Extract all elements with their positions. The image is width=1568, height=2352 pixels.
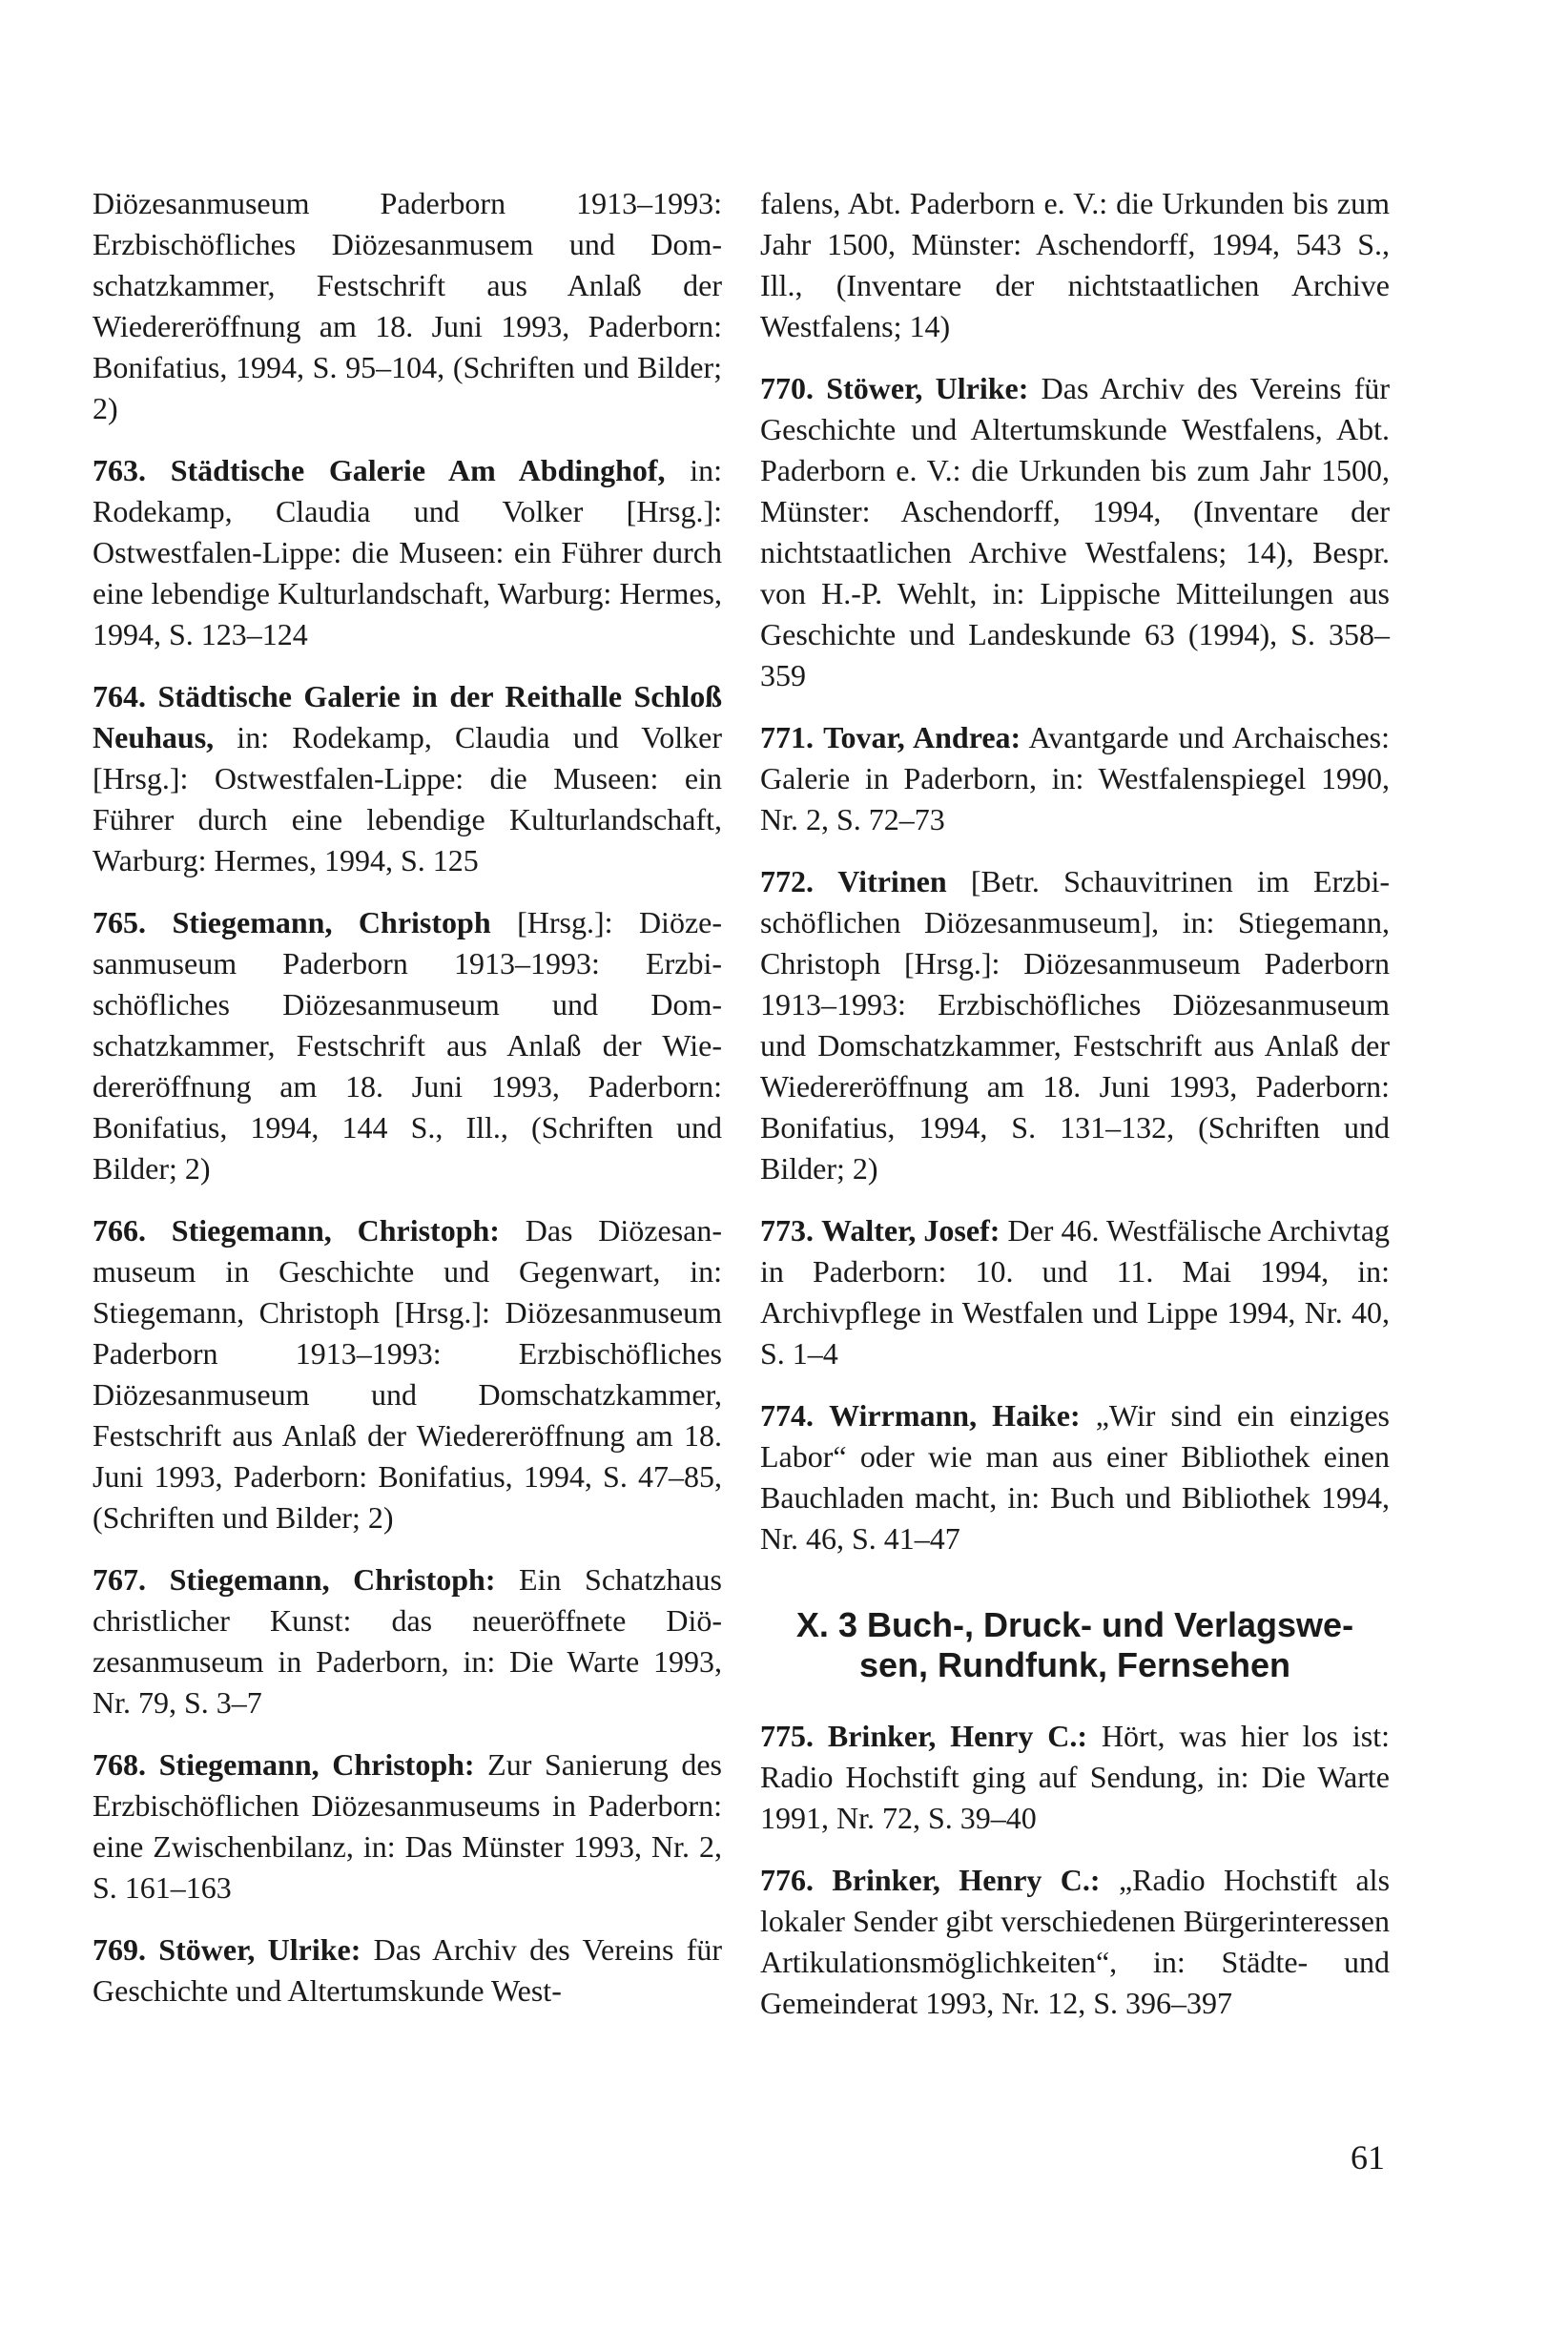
entry-text: Avantgarde und Archaisches: Galerie in Paderborn, in: Westfalenspiegel 1990, Nr. 2, S. 72–73 [760, 720, 1391, 836]
entry-author: Vitrinen [837, 864, 947, 898]
bibliography-entry [93, 1210, 722, 1538]
entry-author: Stöwer, Ulrike: [826, 371, 1029, 405]
entry-text: [Hrsg.]: Diözesanmuseum Paderborn 1913–1993: Erzbischöfliches Diözesanmuseum und Domschatzkammer, Festschrift aus Anlaß der Wiedereröffnung am 18. Juni 1993, Paderborn: Bonifatius, 1994, 144 S., Ill., (Schriften und Bilder; 2) [93, 905, 722, 1186]
entry-text: „Radio Hochstift als lokaler Sender gibt verschiedenen Bürgerinteressen Artikulationsmöglichkeiten“, in: Städte- und Gemeinderat 1993, Nr. 12, S. 396–397 [760, 1863, 1391, 2020]
entry-text: in: Rodekamp, Claudia und Volker [Hrsg.]: Ostwestfalen-Lippe: die Museen: ein Führer durch eine lebendige Kulturlandschaft, Warburg: Hermes, 1994, S. 125 [93, 720, 722, 877]
bibliography-entry [93, 1929, 722, 2012]
entry-text: Ein Schatzhaus christlicher Kunst: das neueröffnete Diözesanmuseum in Paderborn, in: Die Warte 1993, Nr. 79, S. 3–7 [93, 1562, 722, 1720]
entry-author: Brinker, Henry C.: [827, 1719, 1087, 1753]
left-column [93, 183, 722, 2032]
entry-number: 775. [760, 1719, 814, 1753]
entry-number: 763. [93, 453, 146, 487]
entry-number: 772. [760, 864, 814, 898]
entry-number: 766. [93, 1213, 146, 1248]
entry-text: [Betr. Schauvitrinen im Erzbischöflichen Diözesanmuseum], in: Stiegemann, Christoph [Hrsg.]: Diözesanmuseum Paderborn 1913–1993: Erzbischöfliches Diözesanmuseum und Domschatzkammer, Festschrift aus Anlaß der Wiedereröffnung am 18. Juni 1993, Paderborn: Bonifatius, 1994, S. 131–132, (Schriften und Bilder; 2) [760, 864, 1391, 1186]
bibliography-entry [760, 1860, 1390, 2024]
entry-text: in: Rodekamp, Claudia und Volker [Hrsg.]: Ostwestfalen-Lippe: die Museen: ein Führer durch eine lebendige Kulturlandschaft, Warburg: Hermes, 1994, S. 123–124 [93, 453, 723, 651]
entry-number: 764. [93, 679, 146, 713]
entry-number: 776. [760, 1863, 814, 1897]
bibliography-entry [93, 1744, 722, 1908]
entry-number: 774. [760, 1398, 814, 1433]
entry-number: 771. [760, 720, 814, 754]
entry-number: 773. [760, 1213, 814, 1248]
entry-number: 769. [93, 1932, 146, 1967]
entry-author: Stiegemann, Christoph [172, 905, 491, 939]
entry-text: Zur Sanierung des Erzbischöflichen Diözesanmuseums in Paderborn: eine Zwischenbilanz, in: Das Münster 1993, Nr. 2, S. 161–163 [93, 1747, 723, 1905]
entry-author: Wirrmann, Haike: [829, 1398, 1081, 1433]
entry-author: Walter, Josef: [821, 1213, 1001, 1248]
bibliography-entry [93, 450, 722, 655]
entry-text: „Wir sind ein einziges Labor“ oder wie man aus einer Bibliothek einen Bauchladen macht, in: Buch und Bibliothek 1994, Nr. 46, S. 41–47 [760, 1398, 1391, 1556]
bibliography-entry [760, 1395, 1390, 1559]
entry-text: Der 46. Westfälische Archivtag in Paderborn: 10. und 11. Mai 1994, in: Archivpflege in Westfalen und Lippe 1994, Nr. 40, S. 1–4 [760, 1213, 1391, 1371]
entry-number: 768. [93, 1747, 146, 1782]
entry-author: Städtische Galerie in der Reithalle Schloß Neuhaus, [93, 679, 723, 754]
entry-text: Das Diözesanmuseum in Geschichte und Gegenwart, in: Stiegemann, Christoph [Hrsg.]: Diözesanmuseum Paderborn 1913–1993: Erzbischöfliches Diözesanmuseum und Domschatzkammer, Festschrift aus Anlaß der Wiedereröffnung am 18. Juni 1993, Paderborn: Bonifatius, 1994, S. 47–85, (Schriften und Bilder; 2) [93, 1213, 723, 1535]
entry-author: Tovar, Andrea: [823, 720, 1021, 754]
bibliography-entry [93, 902, 722, 1189]
section-heading: X. 3 Buch-, Druck- und Verlagswesen, Rundfunk, Fernsehen [795, 1605, 1354, 1684]
bibliography-entry [760, 1210, 1390, 1374]
entry-author: Städtische Galerie Am Abdinghof, [170, 453, 666, 487]
bibliography-entry [760, 861, 1390, 1189]
entry-number: 767. [93, 1562, 146, 1597]
entry-author: Stiegemann, Christoph: [171, 1213, 500, 1248]
bibliography-entry [93, 676, 722, 881]
bibliography-entry [760, 717, 1390, 840]
entry-text: Diözesanmuseum Paderborn 1913–1993: Erzbischöfliches Diözesanmusem und Domschatzkammer, Festschrift aus Anlaß der Wiedereröffnung am 18. Juni 1993, Paderborn: Bonifatius, 1994, S. 95–104, (Schriften und Bilder; 2) [93, 186, 722, 425]
bibliography-entry [93, 183, 722, 429]
entry-author: Stiegemann, Christoph: [169, 1562, 496, 1597]
entry-author: Stöwer, Ulrike: [158, 1932, 361, 1967]
page-number: 61 [1351, 2138, 1385, 2177]
entry-number: 770. [760, 371, 814, 405]
bibliography-entry [760, 1716, 1390, 1839]
entry-author: Stiegemann, Christoph: [158, 1747, 475, 1782]
entry-text: Das Archiv des Vereins für Geschichte und Altertumskunde Westfalens, Abt. Paderborn e. V.: die Urkunden bis zum Jahr 1500, Münster: Aschendorff, 1994, (Inventare der nichtstaatlichen Archive Westfalens; 14), Bespr. von H.-P. Wehlt, in: Lippische Mitteilungen aus Geschichte und Landeskunde 63 (1994), S. 358–359 [760, 371, 1391, 692]
entry-author: Brinker, Henry C.: [832, 1863, 1101, 1897]
right-column [760, 183, 1390, 2045]
entry-text: falens, Abt. Paderborn e. V.: die Urkunden bis zum Jahr 1500, Münster: Aschendorff, 1994, 543 S., Ill., (Inventare der nichtstaatlichen Archive Westfalens; 14) [760, 186, 1390, 343]
bibliography-entry [760, 368, 1390, 696]
bibliography-entry [760, 183, 1390, 347]
entry-number: 765. [93, 905, 146, 939]
entry-text: Das Archiv des Vereins für Geschichte und Altertumskunde West- [93, 1932, 723, 2008]
bibliography-entry [93, 1559, 722, 1723]
entry-text: Hört, was hier los ist: Radio Hochstift ging auf Sendung, in: Die Warte 1991, Nr. 72, S. 39–40 [760, 1719, 1390, 1835]
